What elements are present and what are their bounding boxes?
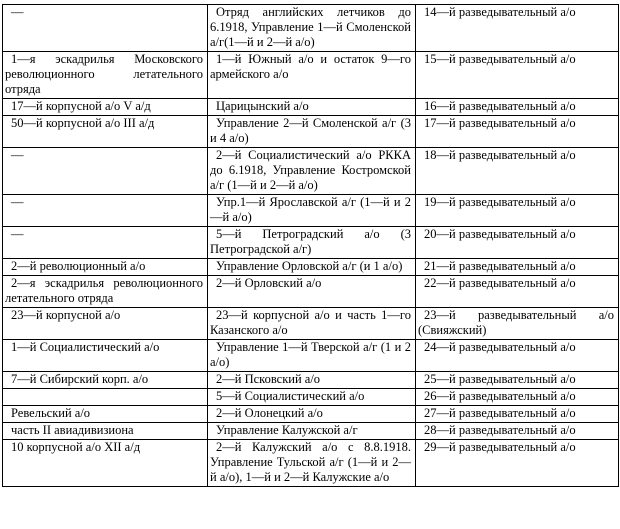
table-cell: 7—й Сибирский корп. а/о [3,372,208,389]
table-cell: Ревельский а/о [3,406,208,423]
table-cell: Управление Орловской а/г (и 1 а/о) [208,259,416,276]
table-row [3,227,619,259]
table-row [3,195,619,227]
table-cell: 50—й корпусной а/о III а/д [3,116,208,148]
table-cell: 14—й разведывательный а/о [416,5,619,52]
table-cell: 1—й Социалистический а/о [3,340,208,372]
table-cell: 23—й корпусной а/о и часть 1—го Казанского а/о [208,308,416,340]
table-cell: Отряд английских летчиков до 6.1918, Управление 1—й Смоленской а/г(1—й и 2—й а/о) [208,5,416,52]
table-cell: 2—й Олонецкий а/о [208,406,416,423]
table-cell: 5—й Социалистический а/о [208,389,416,406]
table-cell: 20—й разведывательный а/о [416,227,619,259]
table-row [3,99,619,116]
table-row [3,259,619,276]
table-cell: 16—й разведывательный а/о [416,99,619,116]
table-cell: — [3,227,208,259]
table-cell: 23—й разведывательный а/о (Свияжский) [416,308,619,340]
aviation-units-table [2,4,619,487]
table-cell: 19—й разведывательный а/о [416,195,619,227]
table-cell: 2—й Калужский а/о с 8.8.1918. Управление Тульской а/г (1—й и 2—й а/о), 1—й и 2—й Калужские а/о [208,440,416,487]
table-cell: 24—й разведывательный а/о [416,340,619,372]
table-row [3,340,619,372]
table-cell: 22—й разведывательный а/о [416,276,619,308]
table-cell: — [3,195,208,227]
table-cell: 2—й Социалистический а/о РККА до 6.1918, Управление Костромской а/г (1—й и 2—й а/о) [208,148,416,195]
table-cell: 17—й разведывательный а/о [416,116,619,148]
table-cell: 1—й Южный а/о и остаток 9—го армейского а/о [208,52,416,99]
table-cell: 2—й революционный а/о [3,259,208,276]
table-cell: Управление 1—й Тверской а/г (1 и 2 а/о) [208,340,416,372]
table-cell: 2—й Псковский а/о [208,372,416,389]
table-row [3,440,619,487]
table-cell: 23—й корпусной а/о [3,308,208,340]
table-row [3,423,619,440]
table-row [3,308,619,340]
table-cell: 29—й разведывательный а/о [416,440,619,487]
table-cell: 2—й Орловский а/о [208,276,416,308]
table-cell: 1—я эскадрилья Московского революционного летательного отряда [3,52,208,99]
table-cell: 25—й разведывательный а/о [416,372,619,389]
table-cell: 28—й разведывательный а/о [416,423,619,440]
table-cell: 10 корпусной а/о XII а/д [3,440,208,487]
table-cell: Управление Калужской а/г [208,423,416,440]
table-cell: 26—й разведывательный а/о [416,389,619,406]
table-cell: 18—й разведывательный а/о [416,148,619,195]
table-row [3,148,619,195]
table-row [3,52,619,99]
table-cell: 15—й разведывательный а/о [416,52,619,99]
table-cell: 21—й разведывательный а/о [416,259,619,276]
table-cell: 27—й разведывательный а/о [416,406,619,423]
table-row [3,372,619,389]
table-body [3,5,619,487]
table-row [3,276,619,308]
table-cell: часть II авиадивизиона [3,423,208,440]
table-cell [3,389,208,406]
table-row [3,406,619,423]
table-cell: 2—я эскадрилья революционного летательного отряда [3,276,208,308]
table-cell: 17—й корпусной а/о V а/д [3,99,208,116]
table-cell: Упр.1—й Ярославской а/г (1—й и 2—й а/о) [208,195,416,227]
table-cell: — [3,5,208,52]
table-row [3,389,619,406]
table-cell: Управление 2—й Смоленской а/г (3 и 4 а/о) [208,116,416,148]
table-cell: — [3,148,208,195]
table-row [3,116,619,148]
table-cell: 5—й Петроградский а/о (3 Петроградской а/г) [208,227,416,259]
table-cell: Царицынский а/о [208,99,416,116]
table-row [3,5,619,52]
